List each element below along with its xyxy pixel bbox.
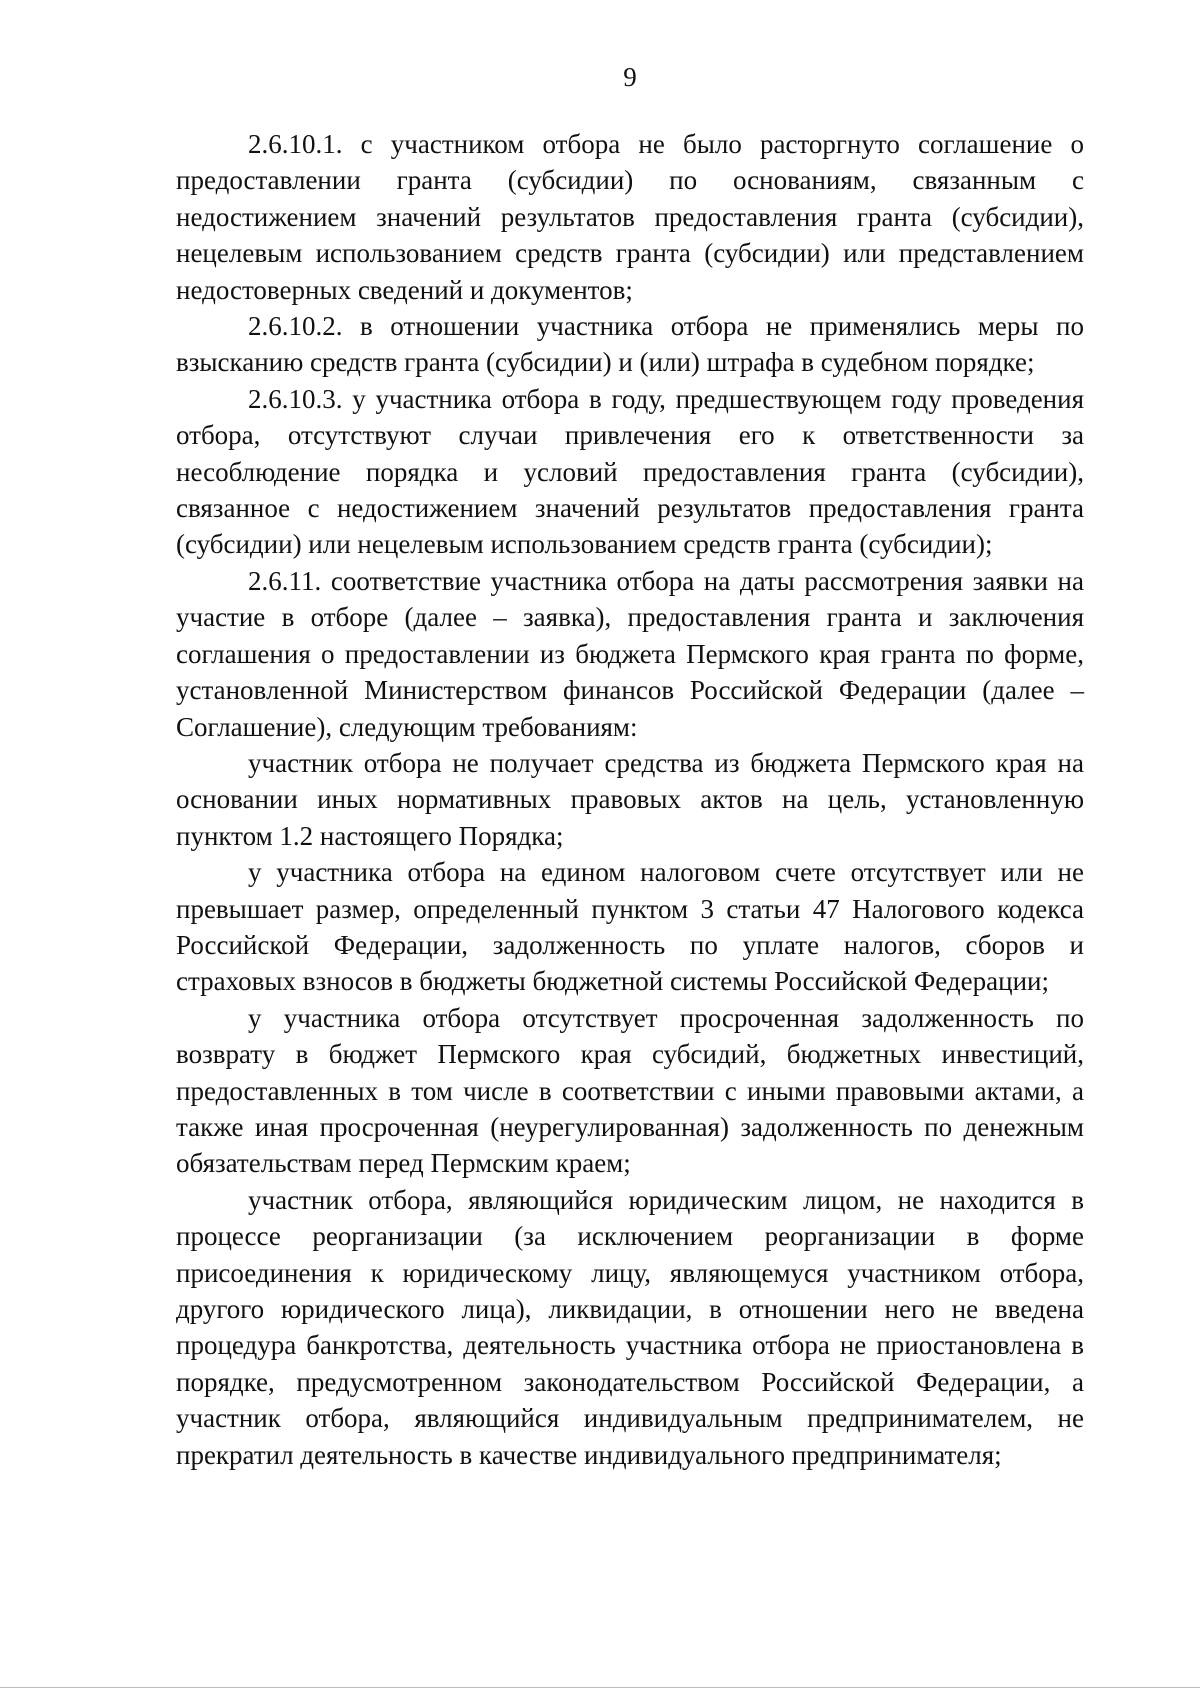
paragraph-2-6-10-1: 2.6.10.1. с участником отбора не было расторгнуто соглашение о предоставлении гранта (субсидии) по основаниям, связанным с недостижением значений результатов предоставления гранта (субсидии), нецелевым использованием средств гранта (субсидии) или представлением недостоверных сведений и документов;	[176, 129, 1084, 305]
page-bottom-divider	[0, 1687, 1200, 1688]
page-number: 9	[623, 62, 637, 92]
paragraph-2-6-10-3: 2.6.10.3. у участника отбора в году, предшествующем году проведения отбора, отсутствуют случаи привлечения его к ответственности за несоблюдение порядка и условий предоставления гранта (субсидии), связанное с недостижением значений результатов предоставления гранта (субсидии) или нецелевым использованием средств гранта (субсидии);	[176, 383, 1084, 560]
requirement-no-overdue-debt: у участника отбора отсутствует просроченная задолженность по возврату в бюджет Пермского края субсидий, бюджетных инвестиций, предоставленных в том числе в соответствии с иными правовыми актами, а также иная просроченная (неурегулированная) задолженность по денежным обязательствам перед Пермским краем;	[176, 1002, 1084, 1179]
requirement-no-reorganization: участник отбора, являющийся юридическим лицом, не находится в процессе реорганизации (за исключением реорганизации в форме присоединения к юридическому лицу, являющемуся участником отбора, другого юридического лица), ликвидации, в отношении него не введена процедура банкротства, деятельность участника отбора не приостановлена в порядке, предусмотренном законодательством Российской Федерации, а участник отбора, являющийся индивидуальным предпринимателем, не прекратил деятельность в качестве индивидуального предпринимателя;	[176, 1184, 1084, 1470]
document-body	[176, 126, 1084, 1473]
paragraph-2-6-11: 2.6.11. соответствие участника отбора на даты рассмотрения заявки на участие в отборе (далее – заявка), предоставления гранта и заключения соглашения о предоставлении из бюджета Пермского края гранта по форме, установленной Министерством финансов Российской Федерации (далее – Соглашение), следующим требованиям:	[176, 565, 1084, 742]
paragraph-2-6-10-2: 2.6.10.2. в отношении участника отбора не применялись меры по взысканию средств гранта (субсидии) и (или) штрафа в судебном порядке;	[176, 311, 1084, 378]
requirement-no-other-budget-funds: участник отбора не получает средства из бюджета Пермского края на основании иных нормативных правовых актов на цель, установленную пунктом 1.2 настоящего Порядка;	[176, 747, 1084, 851]
requirement-no-tax-debt: у участника отбора на едином налоговом счете отсутствует или не превышает размер, определенный пунктом 3 статьи 47 Налогового кодекса Российской Федерации, задолженность по уплате налогов, сборов и страховых взносов в бюджеты бюджетной системы Российской Федерации;	[176, 857, 1084, 997]
